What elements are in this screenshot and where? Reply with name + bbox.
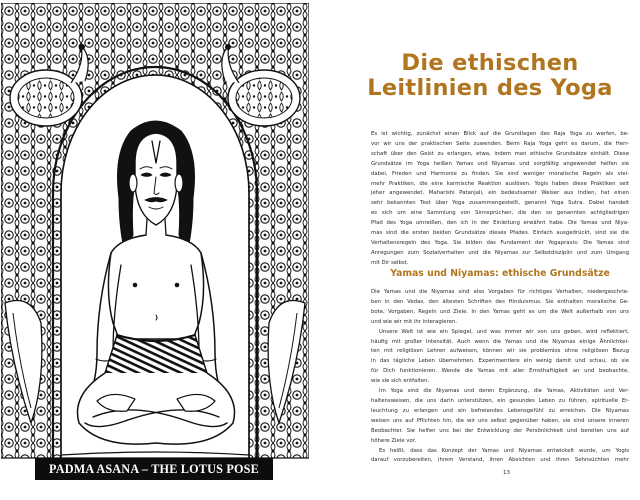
illustration-caption: PADMA ASANA – THE LOTUS POSE (35, 458, 273, 480)
intro-line: vor wir uns der praktischen Seite zuwenden. Beim Raja Yoga geht es darum, die Herr- (371, 140, 629, 147)
chapter-title-line-1: Die ethischen (401, 50, 579, 76)
section-line: in das tägliche Leben übernehmen. Experimentiere ein wenig damit und schau, ob sie (371, 358, 629, 365)
section-line: Unsere Welt ist wie ein Spiegel, und was immer wir von uns geben, wird reflektiert, (379, 328, 629, 335)
intro-paragraph (371, 130, 629, 269)
section-line: für Dich funktionieren. Wende die Yamas mit aller Ernsthaftigkeit an und beobachte, (371, 368, 629, 375)
intro-line: Anregungen zum Sozialverhalten und die Niyamas zur Selbstdisziplin und zum Umgang (371, 249, 629, 256)
intro-line: mit Dir selbst. (371, 259, 409, 266)
section-line: leuchtung zu erlangen und ein befreiendes Lebensgefühl zu erreichen. Die Niyamas (371, 407, 629, 414)
intro-line: Es ist wichtig, zunächst einen Blick auf die Grundlagen des Raja Yoga zu werfen, be- (371, 131, 629, 137)
section-line: bote, Vorgaben, Regeln und Ziele. In den Yamas geht es um die Welt außerhalb von uns (371, 308, 629, 315)
section-line: Die Yamas und die Niyamas sind also Vorgaben für richtiges Verhalten, niedergeschrie- (371, 289, 629, 295)
text-page (342, 0, 638, 500)
yogi-figure (61, 121, 249, 455)
section-line: und wie wir mit ihr interagieren. (371, 318, 458, 325)
section-line: ten mit religiösen Lehren aufweisen, können wir sie problemlos ohne religiösen Bezug (371, 348, 629, 355)
section-line: höhere Ziele vor. (371, 437, 417, 444)
section-heading: Yamas und Niyamas: ethische Grundsätze (390, 268, 610, 279)
section-line: darauf vorzubereiten, ihrem Verstand, ihren Absichten und ihren Sehnsüchten mehr (371, 457, 629, 464)
intro-line: Verhaltensregeln des Yoga. Sie bilden das Fundament der Yogapraxis: Die Yamas sind (371, 239, 629, 246)
intro-line: Grundsätze im Yoga heißen Yamas und Niyamas und sorgfältig angewendet helfen sie (371, 160, 629, 167)
section-body (371, 288, 629, 466)
illustration-art (1, 3, 309, 481)
section-line: ben in den Vedas, den ältesten Schriften des Hinduismus. Sie enthalten moralische Ge- (371, 298, 629, 305)
section-line: Beobachter. Sie helfen uns bei der Entwicklung der Persönlichkeit und bereiten uns auf (371, 427, 629, 434)
intro-line: es sich um eine Sammlung von Sinnsprüchen, die den so genannten achtgliedrigen (371, 210, 629, 217)
chapter-title (342, 51, 638, 101)
intro-line: mas sind die ersten beiden Grundsätze dieses Pfades. Einfach ausgedrückt, sind sie die (371, 230, 629, 237)
section-line: häufig mit großer Intensität. Auch wenn die Yamas und die Niyamas einige Ähnlichkei- (371, 338, 629, 345)
intro-line: Pfad des Yoga umreißen, den ich in der Einleitung erwähnt habe. Die Yamas und Niya- (371, 220, 629, 227)
section-line: Im Yoga sind die Niyamas und deren Ergänzung, die Yamas, Aktivitäten und Ver- (379, 388, 629, 395)
intro-line: schaft über den Geist zu erlangen, etwa, indem man ethische Grundsätze einhält. Diese (371, 150, 629, 157)
page-number: 13 (503, 470, 510, 476)
intro-line: mehr Praktiken, die eine karmische Reaktion auslösen. Yogis haben diese Praktiken seit (371, 180, 629, 187)
intro-line: sehr bekannten Text über Yoga zusammengestellt, genannt Yoga Sutra. Dabei handelt (371, 200, 629, 207)
section-line: Es heißt, dass das Konzept der Yamas und Niyamas entwickelt wurde, um Yogis (379, 447, 629, 454)
intro-line: dabei, Frieden und Harmonie zu finden. Sie sind weniger moralische Regeln als viel- (371, 170, 629, 177)
lotus-pose-illustration (1, 3, 309, 481)
section-line: wie sie sich entfalten. (371, 378, 430, 385)
chapter-title-line-2: Leitlinien des Yoga (367, 75, 613, 101)
section-line: weisen uns auf Pflichten hin, die wir uns selbst gegenüber haben, sie sind unsere inneren (371, 417, 629, 424)
section-line: haltensweisen, die uns darin unterstützen, ein gesundes Leben zu führen, spirituelle Er- (371, 397, 629, 404)
intro-line: jeher angewendet. Maharishi Patanjali, ein bedeutsamer Weiser aus Indien, hat einen (371, 190, 629, 197)
